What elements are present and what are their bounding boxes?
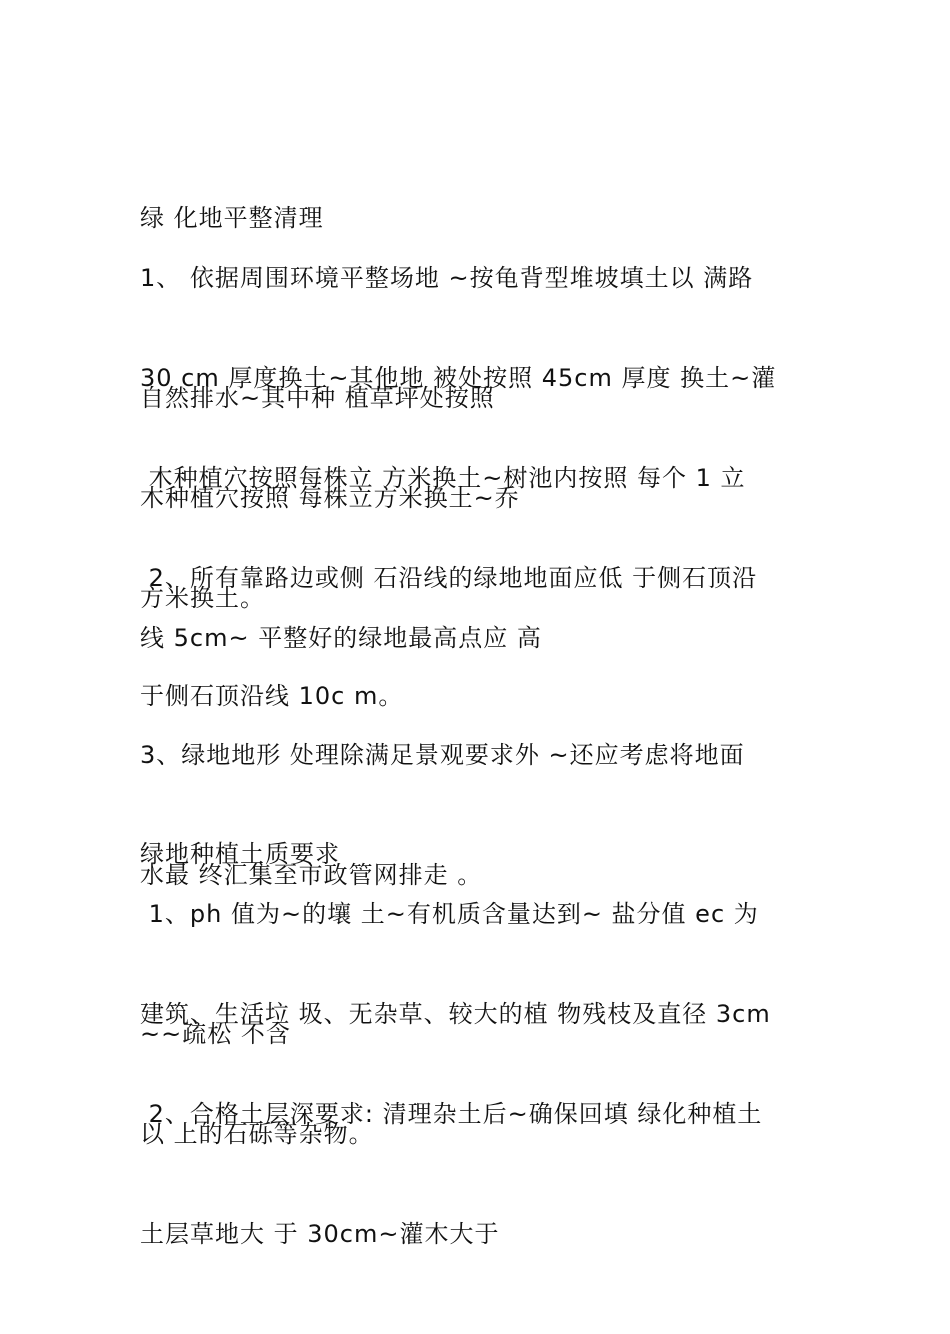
text-line: 1、 依据周围环境平整场地 ~按龟背型堆坡填土以 满路 [140,264,754,292]
text-line: 木种植穴按照每株立 方米换土~树池内按照 每个 1 立 [140,464,746,492]
text-line: 建筑、生活垃 圾、无杂草、较大的植 物残枝及直径 3cm [140,1000,771,1028]
text-line: 30 cm 厚度换土~其他地 被处按照 45cm 厚度 换土~灌 [140,364,777,392]
text-line: 绿地种植土质要求 [140,840,340,868]
text-line: 3、绿地地形 处理除满足景观要求外 ~还应考虑将地面 [140,741,745,769]
text-line: ~~疏松 不含 [140,1020,291,1048]
text-line: 土层草地大 于 30cm~灌木大于 [140,1220,500,1248]
text-line: 绿 化地平整清理 [140,204,324,232]
text-line: 木种植穴按照 每株立方米换土~乔 [140,484,520,512]
text-line: 2、合格土层深要求: 清理杂土后~确保回填 绿化种植土 [140,1100,763,1128]
text-line: 自然排水~其中种 植草坪处按照 [140,384,495,412]
text-line: 水最 终汇集至市政管网排走 。 [140,861,483,889]
text-line: 以 上的石砾等杂物。 [140,1120,374,1148]
paragraph-soil-depth [140,1014,820,1334]
text-line: 于侧石顶沿线 10c m。 [140,682,404,710]
text-line: 线 5cm~ 平整好的绿地最高点应 高 [140,624,542,652]
text-line: 1、ph 值为~的壤 土~有机质含量达到~ 盐分值 ec 为 [140,900,759,928]
text-line: 2、所有靠路边或侧 石沿线的绿地地面应低 于侧石顶沿 [140,564,758,592]
text-line: 方米换土。 [140,584,265,612]
